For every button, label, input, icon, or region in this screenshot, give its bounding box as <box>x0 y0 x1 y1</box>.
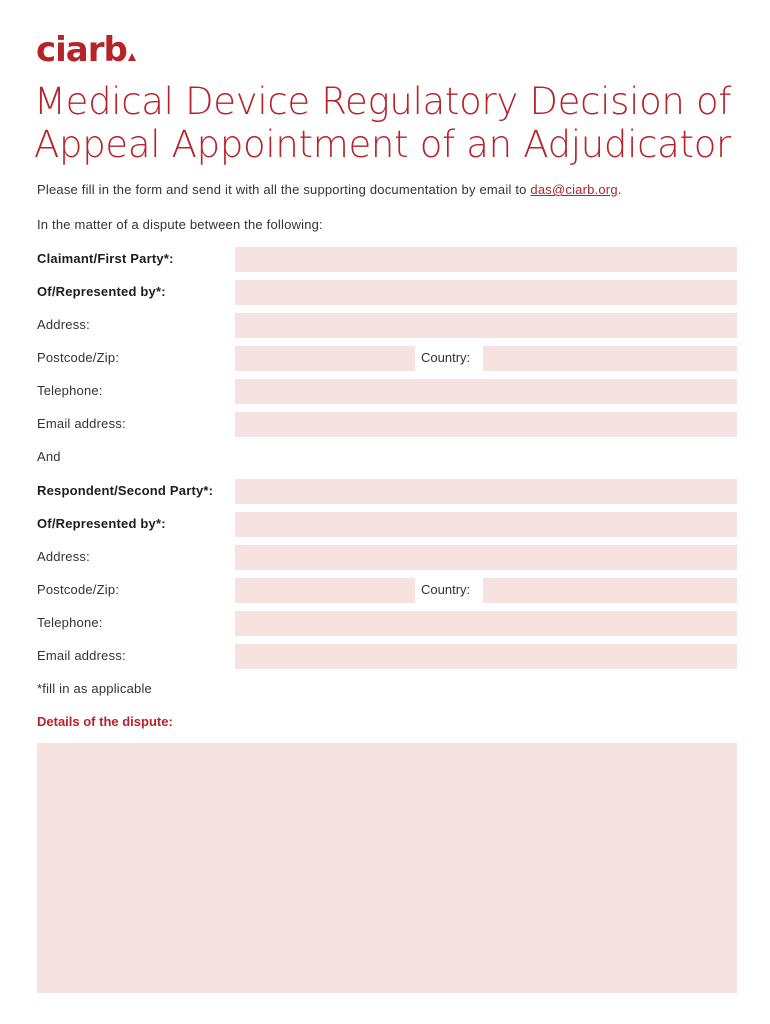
party1-country-field[interactable] <box>483 346 737 371</box>
ciarb-logo <box>36 30 136 70</box>
party2-postcode-field[interactable] <box>235 578 415 603</box>
party2-address-label: Address: <box>37 549 90 564</box>
party2-address-field[interactable] <box>235 545 737 570</box>
party2-represented-field[interactable] <box>235 512 737 537</box>
page-title <box>34 80 754 166</box>
party2-email-field[interactable] <box>235 644 737 669</box>
logo-triangle-icon <box>128 53 136 61</box>
party2-telephone-label: Telephone: <box>37 615 103 630</box>
party1-telephone-label: Telephone: <box>37 383 103 398</box>
title-line-2: Appeal Appointment of an Adjudicator <box>34 123 731 166</box>
respondent-field[interactable] <box>235 479 737 504</box>
party1-represented-label: Of/Represented by*: <box>37 284 166 299</box>
party2-country-label: Country: <box>421 582 471 597</box>
claimant-label: Claimant/First Party*: <box>37 251 174 266</box>
details-textarea[interactable] <box>37 743 737 993</box>
party1-postcode-label: Postcode/Zip: <box>37 350 120 365</box>
party1-telephone-field[interactable] <box>235 379 737 404</box>
respondent-label: Respondent/Second Party*: <box>37 483 214 498</box>
matter-text: In the matter of a dispute between the following: <box>37 217 323 232</box>
party2-telephone-field[interactable] <box>235 611 737 636</box>
party1-address-field[interactable] <box>235 313 737 338</box>
footnote: *fill in as applicable <box>37 681 152 696</box>
party2-postcode-label: Postcode/Zip: <box>37 582 120 597</box>
intro-period: . <box>617 182 622 197</box>
title-line-1: Medical Device Regulatory Decision of <box>34 80 732 123</box>
party1-email-label: Email address: <box>37 416 126 431</box>
details-heading: Details of the dispute: <box>37 714 173 729</box>
party1-email-field[interactable] <box>235 412 737 437</box>
intro-text <box>37 182 622 197</box>
party1-represented-field[interactable] <box>235 280 737 305</box>
email-link[interactable]: das@ciarb.org <box>530 182 618 197</box>
claimant-field[interactable] <box>235 247 737 272</box>
party1-address-label: Address: <box>37 317 90 332</box>
party2-country-field[interactable] <box>483 578 737 603</box>
intro-sentence: Please fill in the form and send it with all the supporting documentation by email to <box>37 182 531 197</box>
logo-text: ciarb <box>36 30 127 70</box>
party1-country-label: Country: <box>421 350 471 365</box>
party1-postcode-field[interactable] <box>235 346 415 371</box>
and-text: And <box>37 449 61 464</box>
party2-represented-label: Of/Represented by*: <box>37 516 166 531</box>
party2-email-label: Email address: <box>37 648 126 663</box>
